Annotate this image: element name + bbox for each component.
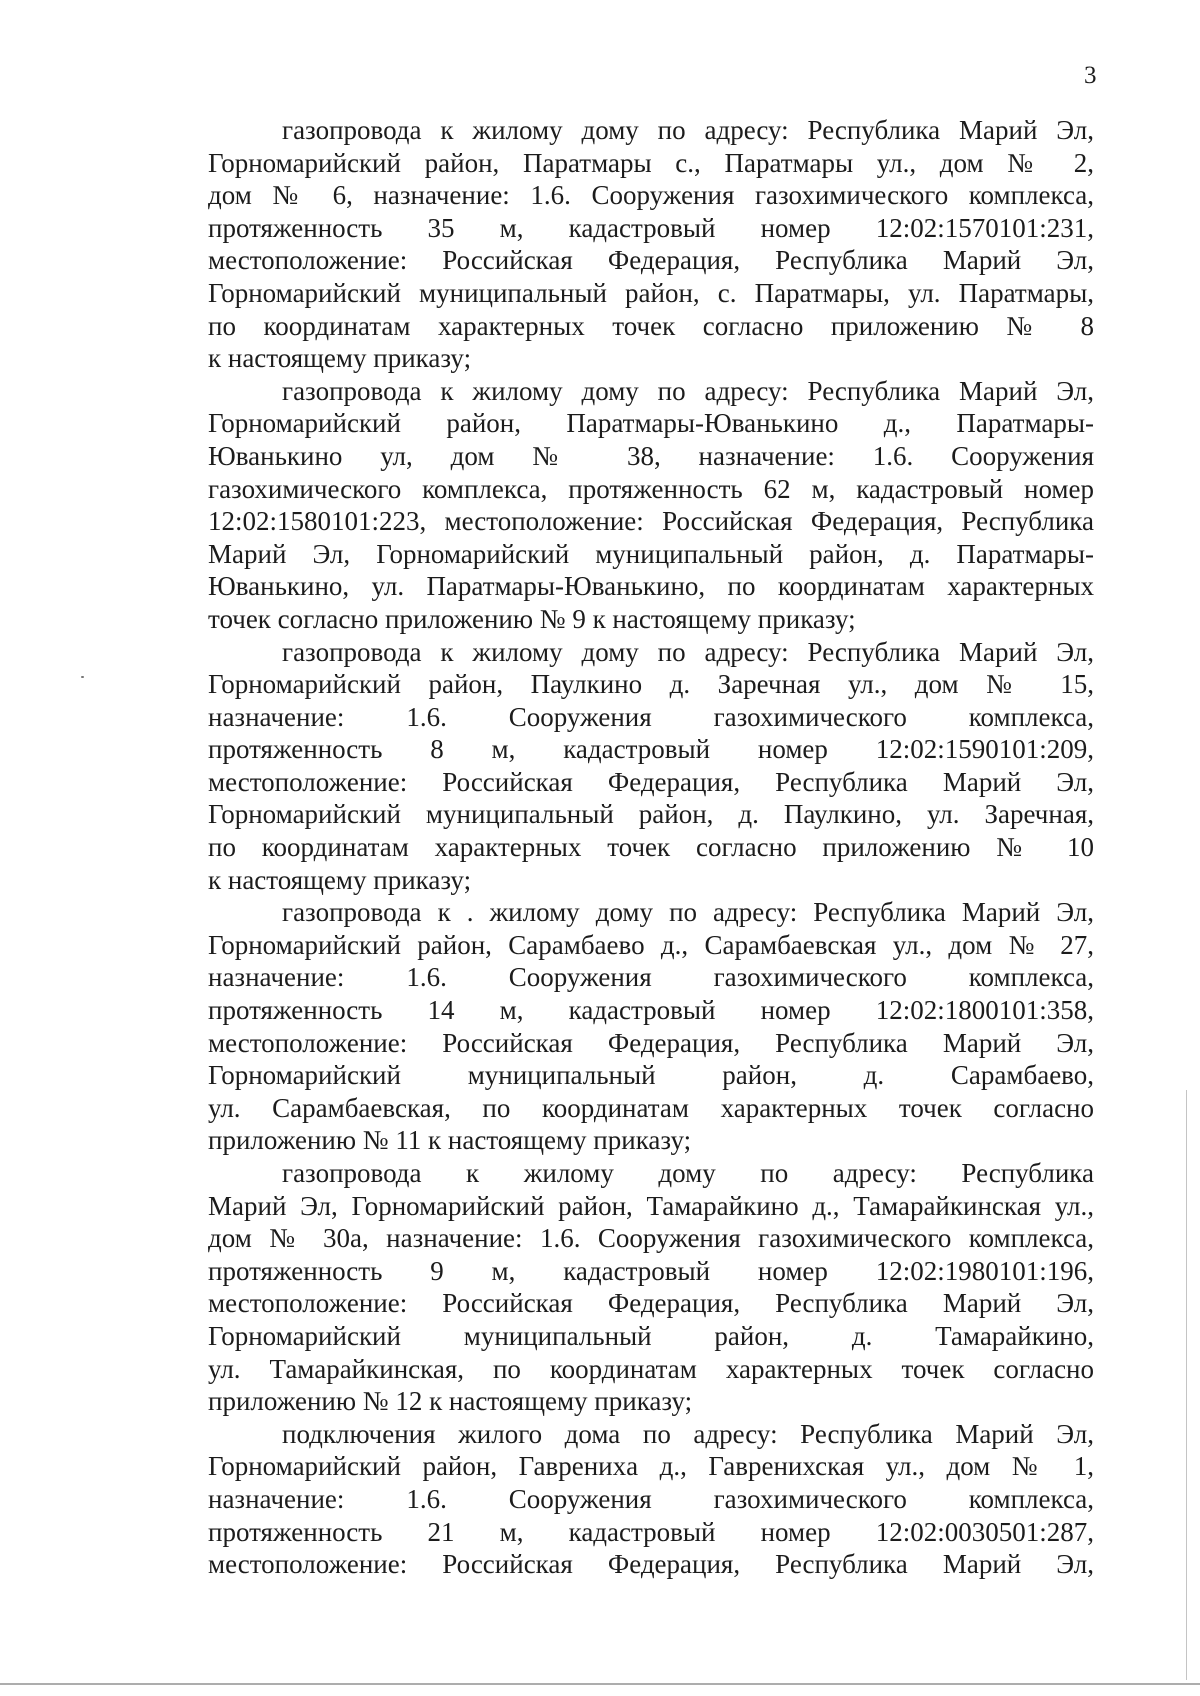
scan-edge-bottom xyxy=(0,1683,1200,1685)
text-line: по координатам характерных точек согласно приложению № 10 xyxy=(208,832,1094,863)
text-line: 12:02:1580101:223, местоположение: Российская Федерация, Республика xyxy=(208,506,1094,537)
text-line: Горномарийский муниципальный район, д. Тамарайкино, xyxy=(208,1320,1094,1351)
text-line: газопровода к жилому дому по адресу: Республика Марий Эл, xyxy=(282,115,1094,145)
text-line: Горномарийский район, Гавренихa д., Гавренихская ул., дом № 1, xyxy=(208,1451,1094,1482)
paragraph-4 xyxy=(208,896,1094,1157)
text-line: Марий Эл, Горномарийский район, Тамарайкино д., Тамарайкинская ул., xyxy=(208,1190,1094,1221)
text-line: Горномарийский район, Паратмары-Юванькино д., Паратмары- xyxy=(208,408,1094,439)
text-line: приложению № 11 к настоящему приказу; xyxy=(208,1125,692,1156)
text-line: дом № 30а, назначение: 1.6. Сооружения газохимического комплекса, xyxy=(208,1223,1094,1254)
text-line: газопровода к жилому дому по адресу: Республика Марий Эл, xyxy=(282,375,1094,406)
text-line: Горномарийский район, Паулкино д. Заречная ул., дом № 15, xyxy=(208,669,1094,700)
text-line: назначение: 1.6. Сооружения газохимического комплекса, xyxy=(208,701,1094,732)
scan-speck xyxy=(81,676,84,678)
paragraph-1 xyxy=(208,114,1094,375)
text-line: газохимического комплекса, протяженность 62 м, кадастровый номер xyxy=(208,473,1094,504)
text-line: газопровода к жилому дому по адресу: Республика Марий Эл, xyxy=(282,636,1094,667)
text-line: приложению № 12 к настоящему приказу; xyxy=(208,1386,693,1417)
text-line: протяженность 8 м, кадастровый номер 12:02:1590101:209, xyxy=(208,734,1094,765)
text-line: точек согласно приложению № 9 к настоящему приказу; xyxy=(208,603,856,634)
text-line: местоположение: Российская Федерация, Республика Марий Эл, xyxy=(208,1549,1094,1580)
text-line: местоположение: Российская Федерация, Республика Марий Эл, xyxy=(208,1027,1094,1058)
text-line: газопровода к . жилому дому по адресу: Республика Марий Эл, xyxy=(282,897,1094,928)
paragraph-6 xyxy=(208,1418,1094,1581)
text-line: протяженность 9 м, кадастровый номер 12:02:1980101:196, xyxy=(208,1255,1094,1286)
text-line: местоположение: Российская Федерация, Республика Марий Эл, xyxy=(208,1288,1094,1319)
text-line: газопровода к жилому дому по адресу: Республика xyxy=(282,1158,1094,1188)
text-line: протяженность 21 м, кадастровый номер 12:02:0030501:287, xyxy=(208,1516,1094,1547)
text-line: Горномарийский муниципальный район, с. Паратмары, ул. Паратмары, xyxy=(208,277,1094,308)
paragraph-3 xyxy=(208,636,1094,897)
text-line: ул. Тамарайкинская, по координатам характерных точек согласно xyxy=(208,1353,1094,1384)
scan-edge-right xyxy=(1186,1090,1187,1680)
document-body xyxy=(208,114,1094,1581)
text-line: по координатам характерных точек согласно приложению № 8 xyxy=(208,310,1094,341)
text-line: местоположение: Российская Федерация, Республика Марий Эл, xyxy=(208,245,1094,276)
text-line: к настоящему приказу; xyxy=(208,864,472,895)
text-line: ул. Сарамбаевская, по координатам характерных точек согласно xyxy=(208,1092,1094,1123)
text-line: Горномарийский муниципальный район, д. Сарамбаево, xyxy=(208,1060,1094,1091)
text-line: назначение: 1.6. Сооружения газохимического комплекса, xyxy=(208,962,1094,993)
text-line: протяженность 14 м, кадастровый номер 12:02:1800101:358, xyxy=(208,995,1094,1026)
paragraph-5 xyxy=(208,1157,1094,1418)
text-line: Горномарийский район, Сарамбаево д., Сарамбаевская ул., дом № 27, xyxy=(208,929,1094,960)
text-line: назначение: 1.6. Сооружения газохимического комплекса, xyxy=(208,1483,1094,1514)
page-number: 3 xyxy=(1084,62,1097,89)
text-line: протяженность 35 м, кадастровый номер 12:02:1570101:231, xyxy=(208,212,1094,243)
text-line: дом № 6, назначение: 1.6. Сооружения газохимического комплекса, xyxy=(208,180,1094,211)
text-line: Горномарийский район, Паратмары с., Паратмары ул., дом № 2, xyxy=(208,147,1094,178)
text-line: Марий Эл, Горномарийский муниципальный район, д. Паратмары- xyxy=(208,538,1094,569)
paragraph-2 xyxy=(208,375,1094,636)
text-line: Юванькино, ул. Паратмары-Юванькино, по координатам характерных xyxy=(208,571,1094,602)
text-line: Горномарийский муниципальный район, д. Паулкино, ул. Заречная, xyxy=(208,799,1094,830)
text-line: к настоящему приказу; xyxy=(208,343,472,374)
text-line: местоположение: Российская Федерация, Республика Марий Эл, xyxy=(208,766,1094,797)
text-line: Юванькино ул, дом № 38, назначение: 1.6. Сооружения xyxy=(208,440,1094,471)
text-line: подключения жилого дома по адресу: Республика Марий Эл, xyxy=(282,1418,1094,1449)
